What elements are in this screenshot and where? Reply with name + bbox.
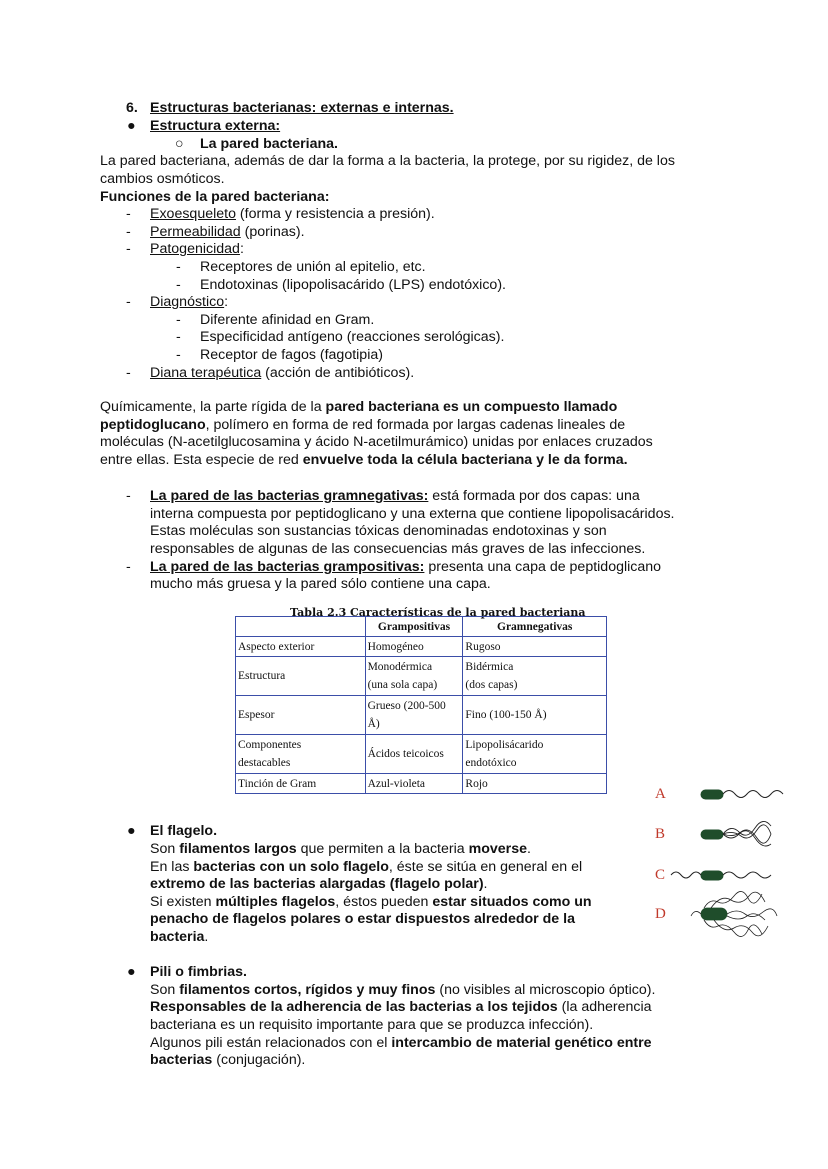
section-title: Estructuras bacterianas: externas e internas. <box>150 100 454 116</box>
pili-line-2 <box>150 999 652 1017</box>
gram-negative-title: La pared de las bacterias gramnegativas: <box>150 488 429 504</box>
table-caption: Tabla 2.3 Características de la pared bacteriana <box>290 606 586 619</box>
chem-line-3: moléculas (N-acetilglucosamina y ácido N-acetilmurámico) unidas por enlaces cruzados <box>100 434 653 450</box>
gram-positive-line-1 <box>150 559 661 577</box>
flagellum-label-b: B <box>655 826 666 842</box>
table-header-row <box>236 617 607 637</box>
text: (la adherencia <box>557 999 652 1015</box>
text-bold: Responsables de la adherencia de las bacterias a los tejidos <box>150 999 558 1015</box>
function-term: Permeabilidad <box>150 224 241 240</box>
text: , polímero en forma de red formada por largas cadenas lineales de <box>205 417 626 433</box>
chem-line-4 <box>100 452 628 470</box>
pili-line-4 <box>150 1035 652 1053</box>
function-item <box>150 241 244 259</box>
dash-icon: - <box>126 224 131 240</box>
table-cell: Tinción de Gram <box>236 774 366 794</box>
table-row <box>236 637 607 657</box>
function-term: Diana terapéutica <box>150 365 262 381</box>
table-cell: Azul-violeta <box>365 774 463 794</box>
gram-positive-line-2: mucho más gruesa y la pared sólo contiene una capa. <box>150 576 491 592</box>
gram-positive-title: La pared de las bacterias grampositivas: <box>150 559 425 575</box>
cell-line: Grueso (200-500 <box>367 700 446 712</box>
gram-negative-line-4: responsables de algunas de las consecuencias más graves de las infecciones. <box>150 541 646 557</box>
dash-icon: - <box>176 259 181 275</box>
text: entre ellas. Esta especie de red <box>100 452 303 468</box>
function-item <box>150 206 435 224</box>
sub-item: Endotoxinas (lipopolisacárido (LPS) endotóxico). <box>200 277 506 293</box>
lophotrichous-bacterium <box>701 821 771 846</box>
text: Son <box>150 841 180 857</box>
table-row <box>236 774 607 794</box>
table-cell: Ácidos teicoicos <box>365 735 463 774</box>
function-detail: : <box>224 294 229 310</box>
function-detail: (forma y resistencia a presión). <box>235 206 435 222</box>
circle-bullet-icon: ○ <box>175 136 184 152</box>
gram-negative-line-1 <box>150 488 640 506</box>
functions-heading: Funciones de la pared bacteriana: <box>100 189 330 205</box>
sub-item: Especificidad antígeno (reacciones serológicas). <box>200 329 505 345</box>
table-cell <box>236 735 366 774</box>
flagellum-title: El flagelo. <box>150 823 218 839</box>
intro-line-2: cambios osmóticos. <box>100 171 225 187</box>
table-cell: Rojo <box>463 774 607 794</box>
table-row <box>236 696 607 735</box>
cell-line: Lipopolisácarido <box>465 739 544 751</box>
dash-icon: - <box>176 329 181 345</box>
text-bold: bacterias <box>150 1052 213 1068</box>
cell-line: Å) <box>367 718 380 730</box>
external-structure-heading: Estructura externa: <box>150 118 281 134</box>
dash-icon: - <box>126 559 131 575</box>
dash-icon: - <box>176 312 181 328</box>
cell-wall-heading: La pared bacteriana. <box>200 136 338 152</box>
bullet-icon: ● <box>127 118 136 134</box>
function-term: Patogenicidad <box>150 241 240 257</box>
cell-line: Componentes <box>238 739 302 751</box>
table-row <box>236 735 607 774</box>
text-bold: intercambio de material genético entre <box>391 1035 652 1051</box>
text-bold: extremo de las bacterias alargadas (flagelo polar) <box>150 876 484 892</box>
monotrichous-bacterium <box>701 790 783 799</box>
dash-icon: - <box>126 241 131 257</box>
section-number: 6. <box>126 100 138 116</box>
flagellum-line-4 <box>150 894 592 912</box>
function-detail: (acción de antibióticos). <box>261 365 415 381</box>
sub-item: Receptor de fagos (fagotipia) <box>200 347 383 363</box>
text: presenta una capa de peptidoglicano <box>424 559 662 575</box>
cell-line: (dos capas) <box>465 679 518 691</box>
flagella-diagram <box>666 778 796 948</box>
text: Son <box>150 982 180 998</box>
text: Si existen <box>150 894 216 910</box>
dash-icon: - <box>126 365 131 381</box>
text: (no visibles al microscopio óptico). <box>435 982 656 998</box>
text-bold: moverse <box>468 841 527 857</box>
text: Químicamente, la parte rígida de la <box>100 399 326 415</box>
function-item <box>150 224 305 242</box>
gram-negative-line-3: Estas moléculas son sustancias tóxicas denominadas endotoxinas y son <box>150 523 607 539</box>
flagellum-line-6 <box>150 929 208 947</box>
table-cell: Rugoso <box>463 637 607 657</box>
flagellum-line-3 <box>150 876 488 894</box>
gram-negative-line-2: interna compuesta por peptidoglicano y una externa que contiene lipopolisacáridos. <box>150 506 675 522</box>
amphitrichous-bacterium <box>671 871 771 880</box>
function-item <box>150 294 228 312</box>
text: que permiten a la bacteria <box>296 841 469 857</box>
dash-icon: - <box>176 347 181 363</box>
dash-icon: - <box>126 206 131 222</box>
table-header-cell <box>236 617 366 637</box>
text: Algunos pili están relacionados con el <box>150 1035 392 1051</box>
flagellum-line-1 <box>150 841 531 859</box>
function-term: Diagnóstico <box>150 294 225 310</box>
cell-wall-table <box>235 616 607 794</box>
function-detail: : <box>239 241 244 257</box>
text-bold: bacteria <box>150 929 205 945</box>
dash-icon: - <box>126 488 131 504</box>
flagellum-label-a: A <box>655 786 666 802</box>
text: . <box>483 876 488 892</box>
table-cell: Estructura <box>236 657 366 696</box>
chem-line-1 <box>100 399 617 417</box>
table-cell: Homogéneo <box>365 637 463 657</box>
text-bold: filamentos cortos, rígidos y muy finos <box>179 982 436 998</box>
function-item <box>150 365 414 383</box>
cell-line: endotóxico <box>465 757 517 769</box>
intro-line-1: La pared bacteriana, además de dar la forma a la bacteria, la protege, por su rigidez, de los <box>100 153 675 169</box>
text-bold: envuelve toda la célula bacteriana y le da forma. <box>302 452 628 468</box>
cell-line: destacables <box>238 757 291 769</box>
text-bold: bacterias con un solo flagelo <box>193 859 389 875</box>
chem-line-2 <box>100 417 625 435</box>
cell-line: (una sola capa) <box>367 679 438 691</box>
dash-icon: - <box>176 277 181 293</box>
function-term: Exoesqueleto <box>150 206 236 222</box>
table-header-cell: Grampositivas <box>365 617 463 637</box>
text-bold: filamentos largos <box>179 841 297 857</box>
table-cell <box>463 735 607 774</box>
pili-line-1 <box>150 982 655 1000</box>
sub-item: Diferente afinidad en Gram. <box>200 312 375 328</box>
dash-icon: - <box>126 294 131 310</box>
table-cell: Espesor <box>236 696 366 735</box>
table-cell <box>365 657 463 696</box>
text-bold: pared bacteriana es un compuesto llamado <box>325 399 618 415</box>
function-detail: (porinas). <box>240 224 305 240</box>
table-header-cell: Gramnegativas <box>463 617 607 637</box>
sub-item: Receptores de unión al epitelio, etc. <box>200 259 426 275</box>
text: está formada por dos capas: una <box>428 488 640 504</box>
text-bold: múltiples flagelos <box>215 894 336 910</box>
text: . <box>204 929 209 945</box>
table-cell <box>365 696 463 735</box>
text: En las <box>150 859 194 875</box>
flagellum-label-c: C <box>655 867 666 883</box>
pili-line-5 <box>150 1052 305 1070</box>
bullet-icon: ● <box>127 823 136 839</box>
cell-line: Monodérmica <box>367 661 433 673</box>
cell-line: Bidérmica <box>465 661 514 673</box>
text-bold: peptidoglucano <box>100 417 206 433</box>
flagellum-line-5: penacho de flagelos polares o estar dispuestos alrededor de la <box>150 911 575 927</box>
table-row <box>236 657 607 696</box>
pili-title: Pili o fimbrias. <box>150 964 247 980</box>
pili-line-3: bacteriana es un requisito importante para que se produzca infección). <box>150 1017 594 1033</box>
table-cell <box>463 657 607 696</box>
text-bold: estar situados como un <box>432 894 592 910</box>
text: , éste se sitúa en general en el <box>388 859 583 875</box>
text: , éstos pueden <box>335 894 433 910</box>
flagellum-label-d: D <box>655 906 666 922</box>
bullet-icon: ● <box>127 964 136 980</box>
peritrichous-bacterium <box>691 891 777 936</box>
text: . <box>526 841 531 857</box>
table-cell: Fino (100-150 Å) <box>463 696 607 735</box>
text: (conjugación). <box>212 1052 306 1068</box>
table-cell: Aspecto exterior <box>236 637 366 657</box>
flagellum-line-2 <box>150 859 582 877</box>
